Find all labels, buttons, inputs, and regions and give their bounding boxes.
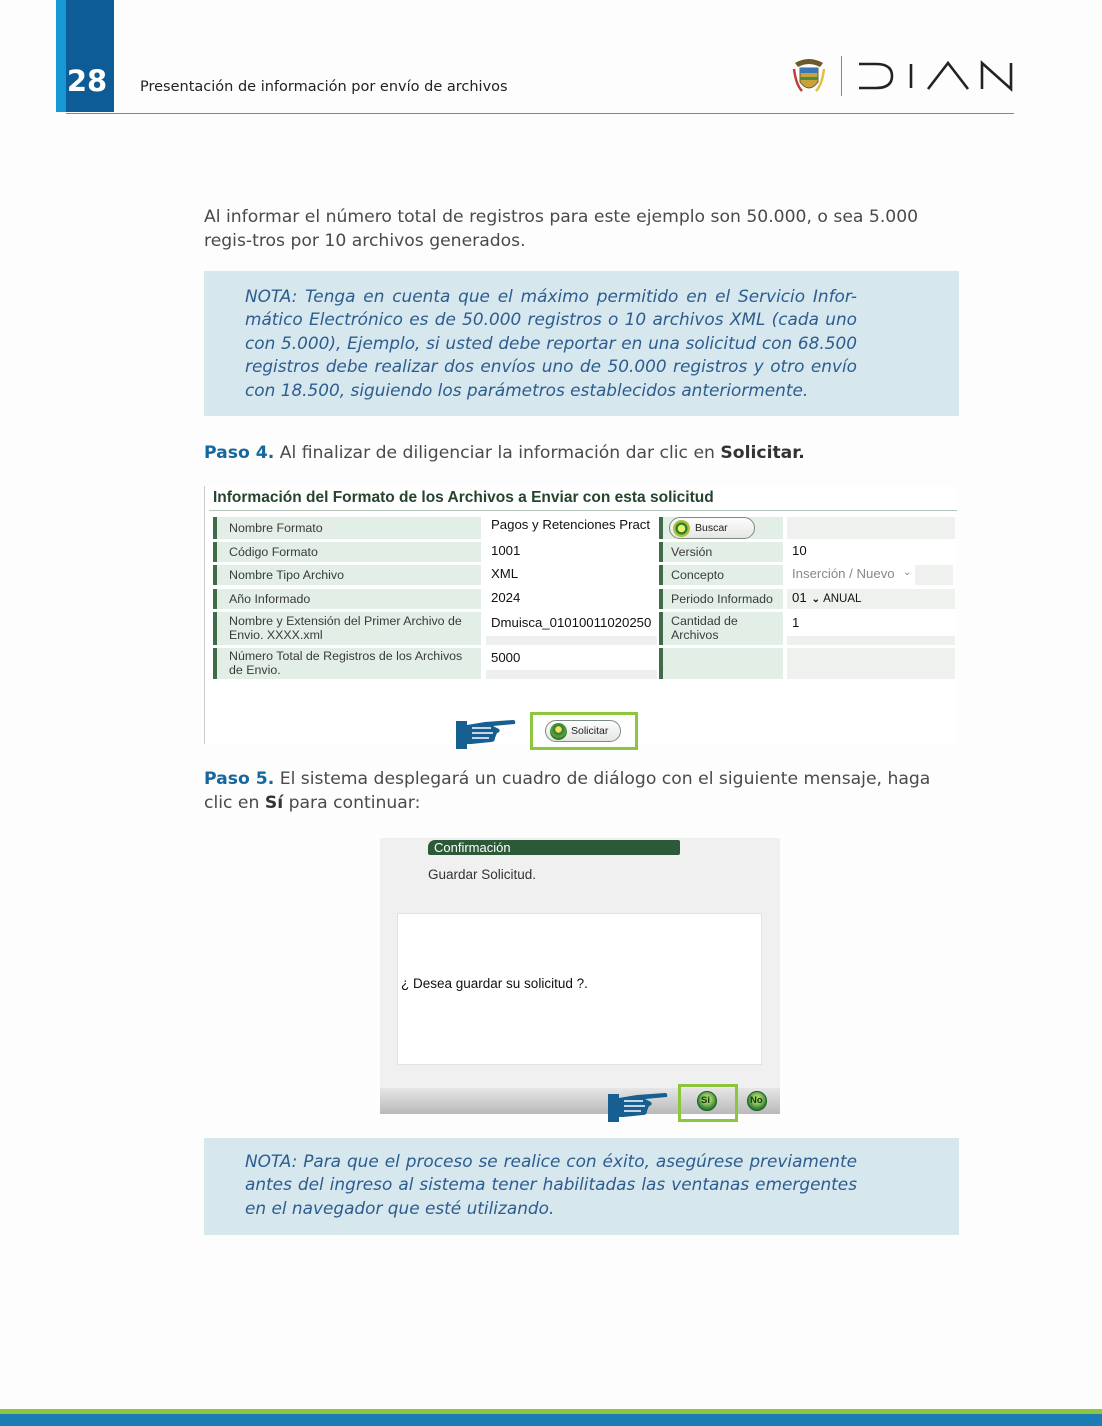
logo-separator xyxy=(841,56,842,96)
footer-stripe-blue xyxy=(0,1414,1102,1426)
step-5-text: El sistema desplegará un cuadro de diálogo con el siguiente mensaje, haga clic en xyxy=(204,769,931,813)
user-icon xyxy=(550,723,567,740)
step-4-action: Solicitar. xyxy=(720,443,805,463)
solicitar-button[interactable]: Solicitar xyxy=(545,720,621,742)
label-version: Versión xyxy=(659,542,783,562)
label-concepto: Concepto xyxy=(659,565,783,585)
label-anio-informado: Año Informado xyxy=(213,589,481,609)
yes-button[interactable]: Si xyxy=(697,1091,717,1111)
field-tipo-archivo: XML xyxy=(486,565,657,585)
note-box-max-records xyxy=(204,271,959,416)
colombia-crest-icon xyxy=(790,55,828,97)
dialog-message: ¿ Desea guardar su solicitud ?. xyxy=(401,976,588,991)
confirmation-dialog xyxy=(380,838,780,1114)
label-codigo-formato: Código Formato xyxy=(213,542,481,562)
field-cantidad-archivos[interactable]: 1 xyxy=(787,612,955,645)
search-icon xyxy=(673,520,690,537)
pointing-hand-icon xyxy=(607,1089,669,1123)
field-codigo-formato: 1001 xyxy=(486,542,657,562)
chevron-down-icon: ⌄ xyxy=(903,567,912,578)
step-5-tail: para continuar: xyxy=(283,793,421,813)
dialog-title: Confirmación xyxy=(428,840,680,855)
empty-cell xyxy=(787,648,955,679)
dian-logo xyxy=(856,60,1014,92)
step-5-paragraph xyxy=(204,767,960,815)
label-tipo-archivo: Nombre Tipo Archivo xyxy=(213,565,481,585)
step-4-label: Paso 4. xyxy=(204,443,275,463)
periodo-select[interactable]: 01 ⌄ ANUAL xyxy=(787,589,955,609)
field-nombre-formato[interactable]: Pagos y Retenciones Pract xyxy=(486,515,657,539)
header-divider xyxy=(66,113,1014,114)
note-box-popups xyxy=(204,1138,959,1235)
no-button[interactable]: No xyxy=(747,1091,767,1111)
note-text: NOTA: Para que el proceso se realice con éxito, asegúrese previamente antes del ingreso al sistema tener habilitadas las ventanas emergentes en el navegador que esté utilizando. xyxy=(245,1151,857,1218)
label-periodo-informado: Periodo Informado xyxy=(659,589,783,609)
note-text: NOTA: Tenga en cuenta que el máximo permitido en el Servicio Infor-mático Electrónico es de 50.000 registros o 10 archivos XML (cada uno con 5.000), Ejemplo, si usted debe reportar en una solicitud con 68.500 registros debe realizar dos envíos uno de 50.000 registros y otro envío con 18.500, siguiendo los parámetros establecidos anteriormente. xyxy=(245,286,857,400)
form-title: Información del Formato de los Archivos a Enviar con esta solicitud xyxy=(213,489,714,506)
label-nombre-formato: Nombre Formato xyxy=(213,517,481,539)
label-cantidad-archivos: Cantidad de Archivos xyxy=(659,612,783,645)
field-anio-informado: 2024 xyxy=(486,589,657,609)
step-5-action: Sí xyxy=(264,793,284,813)
pointing-hand-icon xyxy=(455,716,517,750)
intro-paragraph: Al informar el número total de registros para este ejemplo son 50.000, o sea 5.000 regis-tros por 10 archivos generados. xyxy=(204,207,919,251)
buscar-button[interactable]: Buscar xyxy=(669,517,755,539)
chevron-down-icon: ⌄ xyxy=(811,594,821,605)
label-total-registros: Número Total de Registros de los Archivos de Envio. xyxy=(213,648,481,679)
header-title: Presentación de información por envío de archivos xyxy=(140,79,508,95)
concepto-select[interactable]: Inserción / Nuevo ⌄ xyxy=(787,565,955,585)
form-title-rule xyxy=(209,510,957,511)
file-format-form xyxy=(204,486,956,744)
field-version: 10 xyxy=(787,542,955,562)
page-number: 28 xyxy=(66,64,108,98)
step-4-text: Al finalizar de diligenciar la información dar clic en xyxy=(274,443,721,463)
empty-cell xyxy=(659,648,783,679)
field-primer-archivo[interactable]: Dmuisca_01010011020250 xyxy=(486,612,657,645)
dialog-subtitle: Guardar Solicitud. xyxy=(428,867,537,882)
label-primer-archivo: Nombre y Extensión del Primer Archivo de Envio. XXXX.xml xyxy=(213,612,481,645)
field-total-registros[interactable]: 5000 xyxy=(486,648,657,679)
step-5-label: Paso 5. xyxy=(204,769,275,789)
empty-cell xyxy=(787,517,955,539)
step-4-paragraph xyxy=(204,441,960,465)
